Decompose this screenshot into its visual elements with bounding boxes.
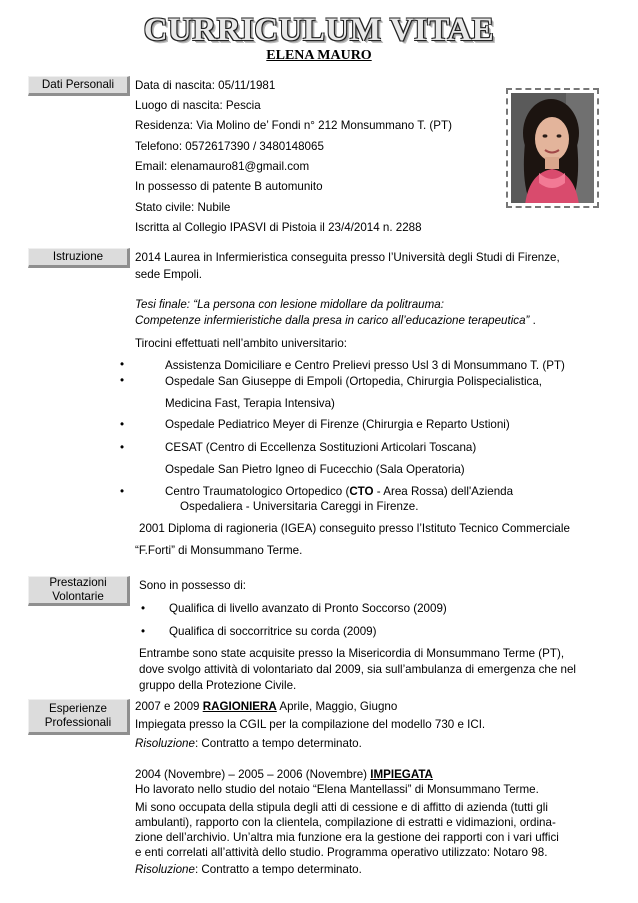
section-label-education bbox=[28, 248, 130, 268]
internship-item-cont: Ospedaliera - Universitaria Careggi in Firenze. bbox=[180, 500, 419, 513]
section-label-experience-text-2: Professionali bbox=[44, 716, 112, 729]
bullet-icon: • bbox=[120, 358, 125, 371]
portrait-icon bbox=[511, 93, 594, 203]
internship-item-cont: Ospedale San Pietro Igneo di Fucecchio (Sala Operatoria) bbox=[165, 463, 465, 476]
volunteer-item: Qualifica di soccorritrice su corda (2009) bbox=[169, 625, 377, 638]
section-label-personal bbox=[28, 76, 130, 96]
edu-internships-intro: Tirocini effettuati nell’ambito universitario: bbox=[135, 337, 348, 350]
job2-description: Ho lavorato nello studio del notaio “Elena Mantellassi” di Monsummano Terme. bbox=[135, 783, 539, 796]
bullet-icon: • bbox=[141, 602, 146, 615]
internship-cto: CTO bbox=[349, 485, 374, 498]
bullet-icon: • bbox=[141, 625, 146, 638]
edu-diploma-line-1: 2001 Diploma di ragioneria (IGEA) conseguito presso l’Istituto Tecnico Commerciale bbox=[139, 522, 570, 535]
internship-item: CESAT (Centro di Eccellenza Sostituzioni Articolari Toscana) bbox=[165, 441, 477, 454]
person-name bbox=[0, 48, 638, 64]
personal-license: In possesso di patente B automunito bbox=[135, 180, 323, 193]
portrait-photo-image bbox=[511, 93, 594, 203]
job1-resolution bbox=[135, 737, 362, 750]
job2-resolution-label: Risoluzione bbox=[135, 863, 195, 876]
job2-header bbox=[135, 768, 433, 781]
volunteer-text-line-2: dove svolgo attività di volontariato dal 2009, sia sull’ambulanza di emergenza che nel bbox=[139, 663, 576, 676]
volunteer-intro: Sono in possesso di: bbox=[139, 579, 246, 592]
internship-cto-post: - Area Rossa) dell'Azienda bbox=[373, 485, 514, 498]
personal-civil-status: Stato civile: Nubile bbox=[135, 201, 231, 214]
edu-degree-line-2: sede Empoli. bbox=[135, 268, 203, 281]
bullet-icon: • bbox=[120, 485, 125, 498]
personal-birth-place: Luogo di nascita: Pescia bbox=[135, 99, 261, 112]
job2-text-line-3: zione dell’archivio. Un’altra mia funzione era la gestione dei rapporti con i vari uffici bbox=[135, 831, 559, 844]
personal-phone: Telefono: 0572617390 / 3480148065 bbox=[135, 140, 324, 153]
edu-thesis-end: . bbox=[529, 314, 536, 327]
internship-item-cont: Medicina Fast, Terapia Intensiva) bbox=[165, 397, 335, 410]
internship-item: Ospedale San Giuseppe di Empoli (Ortopedia, Chirurgia Polispecialistica, bbox=[165, 375, 542, 388]
internship-cto-pre: Centro Traumatologico Ortopedico ( bbox=[165, 485, 350, 498]
section-label-personal-text: Dati Personali bbox=[41, 78, 115, 91]
personal-birth-date: Data di nascita: 05/11/1981 bbox=[135, 79, 276, 92]
section-label-experience bbox=[28, 699, 130, 735]
personal-ipasvi: Iscritta al Collegio IPASVI di Pistoia il 23/4/2014 n. 2288 bbox=[135, 221, 422, 234]
volunteer-text-line-3: gruppo della Protezione Civile. bbox=[139, 679, 297, 692]
edu-thesis-line-1: Tesi finale: “La persona con lesione midollare da politrauma: bbox=[135, 298, 444, 311]
job2-text-line-2: ambulanti), rapporto con la clientela, compilazione di estratti e vidimazioni, ordina- bbox=[135, 816, 556, 829]
portrait-photo bbox=[506, 88, 599, 208]
page-title: CURRICULUM VITAE bbox=[143, 12, 495, 48]
bullet-icon: • bbox=[120, 441, 125, 454]
job2-resolution-value: : Contratto a tempo determinato. bbox=[194, 863, 362, 876]
job1-period: 2007 e 2009 bbox=[135, 700, 203, 713]
edu-diploma-line-2: “F.Forti” di Monsummano Terme. bbox=[135, 544, 303, 557]
job1-months: Aprile, Maggio, Giugno bbox=[276, 700, 398, 713]
edu-thesis-line-2 bbox=[135, 314, 536, 327]
edu-thesis-title: Competenze infermieristiche dalla presa in carico all’educazione terapeutica” bbox=[135, 314, 530, 327]
person-name-text: ELENA MAURO bbox=[266, 48, 372, 63]
personal-email: Email: elenamauro81@gmail.com bbox=[135, 160, 310, 173]
section-label-volunteer-text-2: Volontarie bbox=[52, 590, 104, 603]
internship-item bbox=[165, 485, 513, 498]
volunteer-text-line-1: Entrambe sono state acquisite presso la Misericordia di Monsummano Terme (PT), bbox=[139, 647, 565, 660]
bullet-icon: • bbox=[120, 418, 125, 431]
bullet-icon: • bbox=[120, 374, 125, 387]
job1-role: RAGIONIERA bbox=[202, 700, 277, 713]
job2-resolution bbox=[135, 863, 362, 876]
section-label-volunteer-text-1: Prestazioni bbox=[49, 576, 107, 589]
section-label-volunteer bbox=[28, 576, 130, 606]
section-label-education-text: Istruzione bbox=[52, 250, 104, 263]
section-label-experience-text-1: Esperienze bbox=[48, 702, 107, 715]
job1-resolution-value: : Contratto a tempo determinato. bbox=[194, 737, 362, 750]
edu-degree-line-1: 2014 Laurea in Infermieristica conseguita presso l’Università degli Studi di Firenze, bbox=[135, 251, 560, 264]
job2-role: IMPIEGATA bbox=[370, 768, 433, 781]
internship-item: Ospedale Pediatrico Meyer di Firenze (Chirurgia e Reparto Ustioni) bbox=[165, 418, 510, 431]
volunteer-item: Qualifica di livello avanzato di Pronto Soccorso (2009) bbox=[169, 602, 447, 615]
job2-period: 2004 (Novembre) – 2005 – 2006 (Novembre) bbox=[135, 768, 371, 781]
job2-text-line-1: Mi sono occupata della stipula degli atti di cessione e di affitto di azienda (tutti gli bbox=[135, 801, 548, 814]
job1-resolution-label: Risoluzione bbox=[135, 737, 195, 750]
internship-item: Assistenza Domiciliare e Centro Prelievi presso Usl 3 di Monsummano T. (PT) bbox=[165, 359, 565, 372]
personal-residence: Residenza: Via Molino de’ Fondi n° 212 Monsummano T. (PT) bbox=[135, 119, 452, 132]
job1-header bbox=[135, 700, 397, 713]
job1-description: Impiegata presso la CGIL per la compilazione del modello 730 e ICI. bbox=[135, 718, 486, 731]
job2-text-line-4: e enti correlati all’attività dello studio. Programma operativo utilizzato: Notaro 98. bbox=[135, 846, 548, 859]
